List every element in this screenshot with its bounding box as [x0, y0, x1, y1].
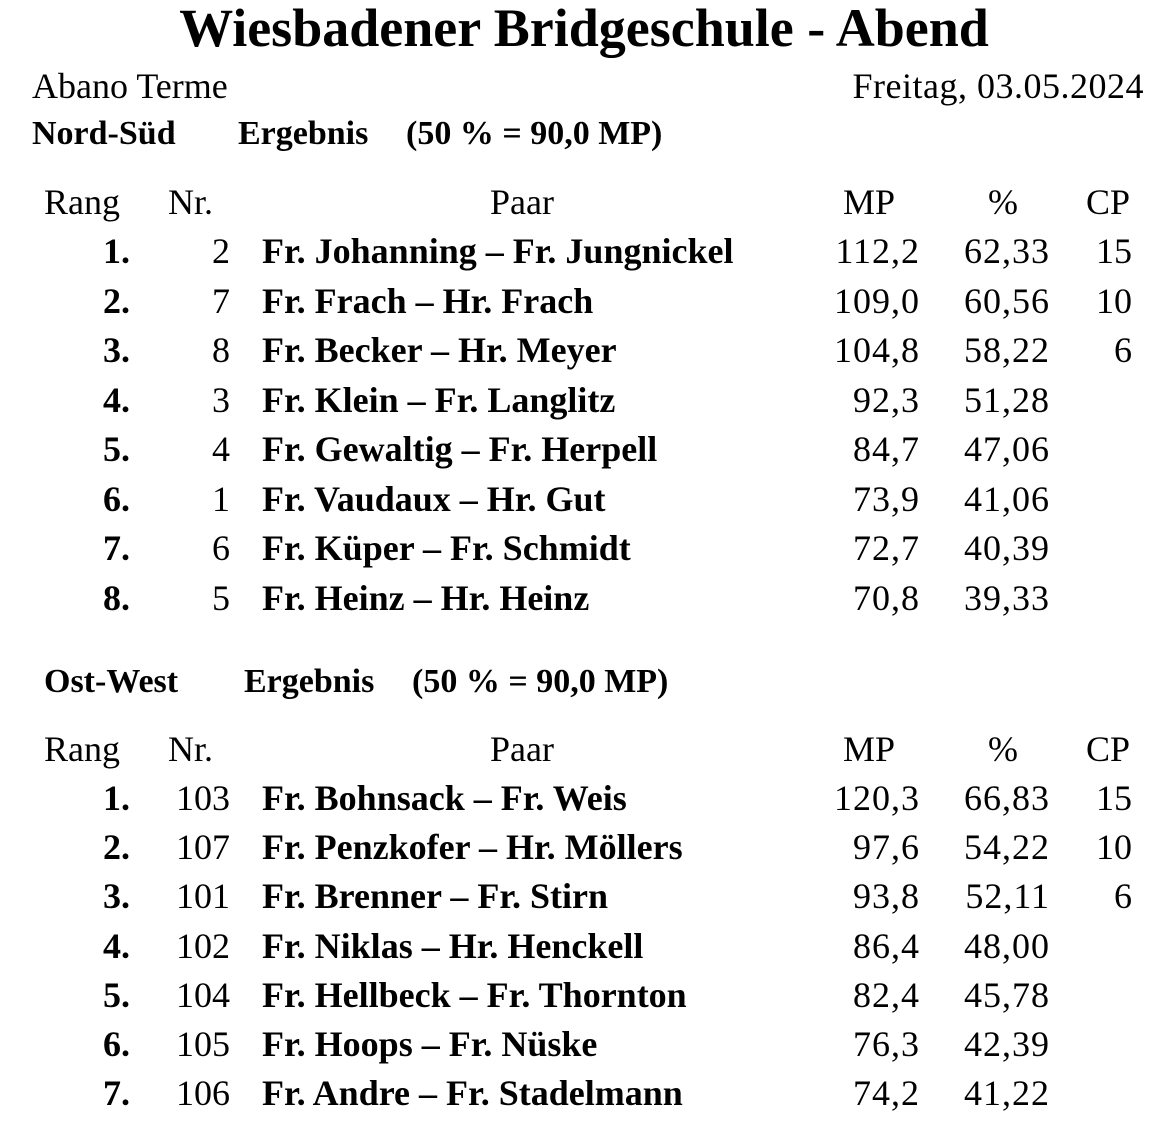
col-cp-header: CP — [1086, 729, 1131, 769]
table-header — [0, 180, 1168, 224]
row-paar: Fr. Penzkofer – Hr. Möllers — [262, 827, 683, 867]
row-nr: 101 — [176, 876, 230, 916]
row-rang: 5. — [103, 975, 130, 1015]
row-paar: Fr. Gewaltig – Fr. Herpell — [262, 429, 658, 469]
section-name: Ost-West — [44, 663, 179, 700]
row-mp: 73,9 — [853, 479, 920, 519]
row-rang: 4. — [103, 380, 130, 420]
row-percent: 39,33 — [964, 578, 1050, 618]
row-percent: 41,06 — [964, 479, 1050, 519]
row-mp: 93,8 — [853, 876, 920, 916]
date-label: Freitag, 03.05.2024 — [852, 66, 1144, 106]
row-paar: Fr. Hoops – Fr. Nüske — [262, 1024, 598, 1064]
table-row — [0, 427, 1168, 471]
row-percent: 60,56 — [964, 281, 1050, 321]
row-percent: 54,22 — [964, 827, 1050, 867]
col-mp-header: MP — [843, 182, 896, 222]
row-mp: 84,7 — [853, 429, 920, 469]
row-mp: 82,4 — [853, 975, 920, 1015]
table-row — [0, 874, 1168, 918]
row-mp: 92,3 — [853, 380, 920, 420]
section-basis: (50 % = 90,0 MP) — [406, 115, 663, 152]
table-row — [0, 973, 1168, 1017]
row-percent: 41,22 — [964, 1073, 1050, 1113]
row-mp: 97,6 — [853, 827, 920, 867]
row-mp: 109,0 — [834, 281, 920, 321]
row-rang: 3. — [103, 876, 130, 916]
row-percent: 66,83 — [964, 778, 1050, 818]
row-paar: Fr. Andre – Fr. Stadelmann — [262, 1073, 683, 1113]
col-rang-header: Rang — [44, 729, 120, 769]
row-cp: 6 — [1114, 330, 1132, 370]
row-paar: Fr. Niklas – Hr. Henckell — [262, 926, 644, 966]
col-rang-header: Rang — [44, 182, 120, 222]
row-nr: 5 — [212, 578, 230, 618]
table-row — [0, 1071, 1168, 1115]
section-result-label: Ergebnis — [238, 115, 369, 152]
row-cp: 10 — [1096, 827, 1132, 867]
table-header — [0, 727, 1168, 771]
row-paar: Fr. Klein – Fr. Langlitz — [262, 380, 616, 420]
row-nr: 3 — [212, 380, 230, 420]
location-label: Abano Terme — [32, 66, 228, 106]
table-row — [0, 378, 1168, 422]
row-percent: 58,22 — [964, 330, 1050, 370]
row-cp: 15 — [1096, 778, 1132, 818]
row-nr: 106 — [176, 1073, 230, 1113]
row-paar: Fr. Becker – Hr. Meyer — [262, 330, 617, 370]
page-title: Wiesbadener Bridgeschule - Abend — [179, 0, 989, 58]
row-rang: 4. — [103, 926, 130, 966]
row-percent: 45,78 — [964, 975, 1050, 1015]
table-row — [0, 924, 1168, 968]
row-paar: Fr. Heinz – Hr. Heinz — [262, 578, 590, 618]
row-paar: Fr. Johanning – Fr. Jungnickel — [262, 231, 734, 271]
section-heading-nord-sued — [0, 114, 1168, 154]
row-rang: 6. — [103, 479, 130, 519]
row-mp: 72,7 — [853, 528, 920, 568]
row-paar: Fr. Hellbeck – Fr. Thornton — [262, 975, 687, 1015]
table-row — [0, 526, 1168, 570]
row-paar: Fr. Vaudaux – Hr. Gut — [262, 479, 606, 519]
table-row — [0, 576, 1168, 620]
row-rang: 3. — [103, 330, 130, 370]
row-percent: 40,39 — [964, 528, 1050, 568]
row-rang: 8. — [103, 578, 130, 618]
row-cp: 6 — [1114, 876, 1132, 916]
row-percent: 62,33 — [964, 231, 1050, 271]
row-nr: 6 — [212, 528, 230, 568]
row-rang: 2. — [103, 827, 130, 867]
section-heading-ost-west — [0, 662, 1168, 702]
table-row — [0, 1022, 1168, 1066]
col-mp-header: MP — [843, 729, 896, 769]
row-nr: 8 — [212, 330, 230, 370]
row-rang: 1. — [103, 778, 130, 818]
row-percent: 42,39 — [964, 1024, 1050, 1064]
row-percent: 48,00 — [964, 926, 1050, 966]
section-result-label: Ergebnis — [244, 663, 375, 700]
row-nr: 4 — [212, 429, 230, 469]
row-paar: Fr. Küper – Fr. Schmidt — [262, 528, 631, 568]
col-nr-header: Nr. — [168, 182, 213, 222]
row-mp: 104,8 — [834, 330, 920, 370]
section-name: Nord-Süd — [32, 115, 176, 152]
row-rang: 1. — [103, 231, 130, 271]
col-paar-header: Paar — [490, 182, 554, 222]
row-mp: 70,8 — [853, 578, 920, 618]
row-cp: 10 — [1096, 281, 1132, 321]
row-rang: 2. — [103, 281, 130, 321]
row-nr: 2 — [212, 231, 230, 271]
row-nr: 104 — [176, 975, 230, 1015]
row-percent: 47,06 — [964, 429, 1050, 469]
table-row — [0, 328, 1168, 372]
col-pct-header: % — [988, 729, 1018, 769]
table-row — [0, 477, 1168, 521]
row-nr: 102 — [176, 926, 230, 966]
row-paar: Fr. Brenner – Fr. Stirn — [262, 876, 609, 916]
col-nr-header: Nr. — [168, 729, 213, 769]
col-paar-header: Paar — [490, 729, 554, 769]
row-rang: 7. — [103, 528, 130, 568]
row-rang: 6. — [103, 1024, 130, 1064]
row-paar: Fr. Bohnsack – Fr. Weis — [262, 778, 627, 818]
row-paar: Fr. Frach – Hr. Frach — [262, 281, 594, 321]
row-rang: 5. — [103, 429, 130, 469]
table-row — [0, 229, 1168, 273]
row-nr: 1 — [212, 479, 230, 519]
row-cp: 15 — [1096, 231, 1132, 271]
row-mp: 112,2 — [835, 231, 920, 271]
row-nr: 105 — [176, 1024, 230, 1064]
row-nr: 107 — [176, 827, 230, 867]
row-rang: 7. — [103, 1073, 130, 1113]
row-mp: 74,2 — [853, 1073, 920, 1113]
row-percent: 52,11 — [965, 876, 1050, 916]
row-nr: 103 — [176, 778, 230, 818]
col-pct-header: % — [988, 182, 1018, 222]
row-percent: 51,28 — [964, 380, 1050, 420]
row-mp: 76,3 — [853, 1024, 920, 1064]
table-row — [0, 825, 1168, 869]
row-nr: 7 — [212, 281, 230, 321]
row-mp: 120,3 — [834, 778, 920, 818]
table-row — [0, 776, 1168, 820]
col-cp-header: CP — [1086, 182, 1131, 222]
table-row — [0, 279, 1168, 323]
section-basis: (50 % = 90,0 MP) — [412, 663, 669, 700]
row-mp: 86,4 — [853, 926, 920, 966]
